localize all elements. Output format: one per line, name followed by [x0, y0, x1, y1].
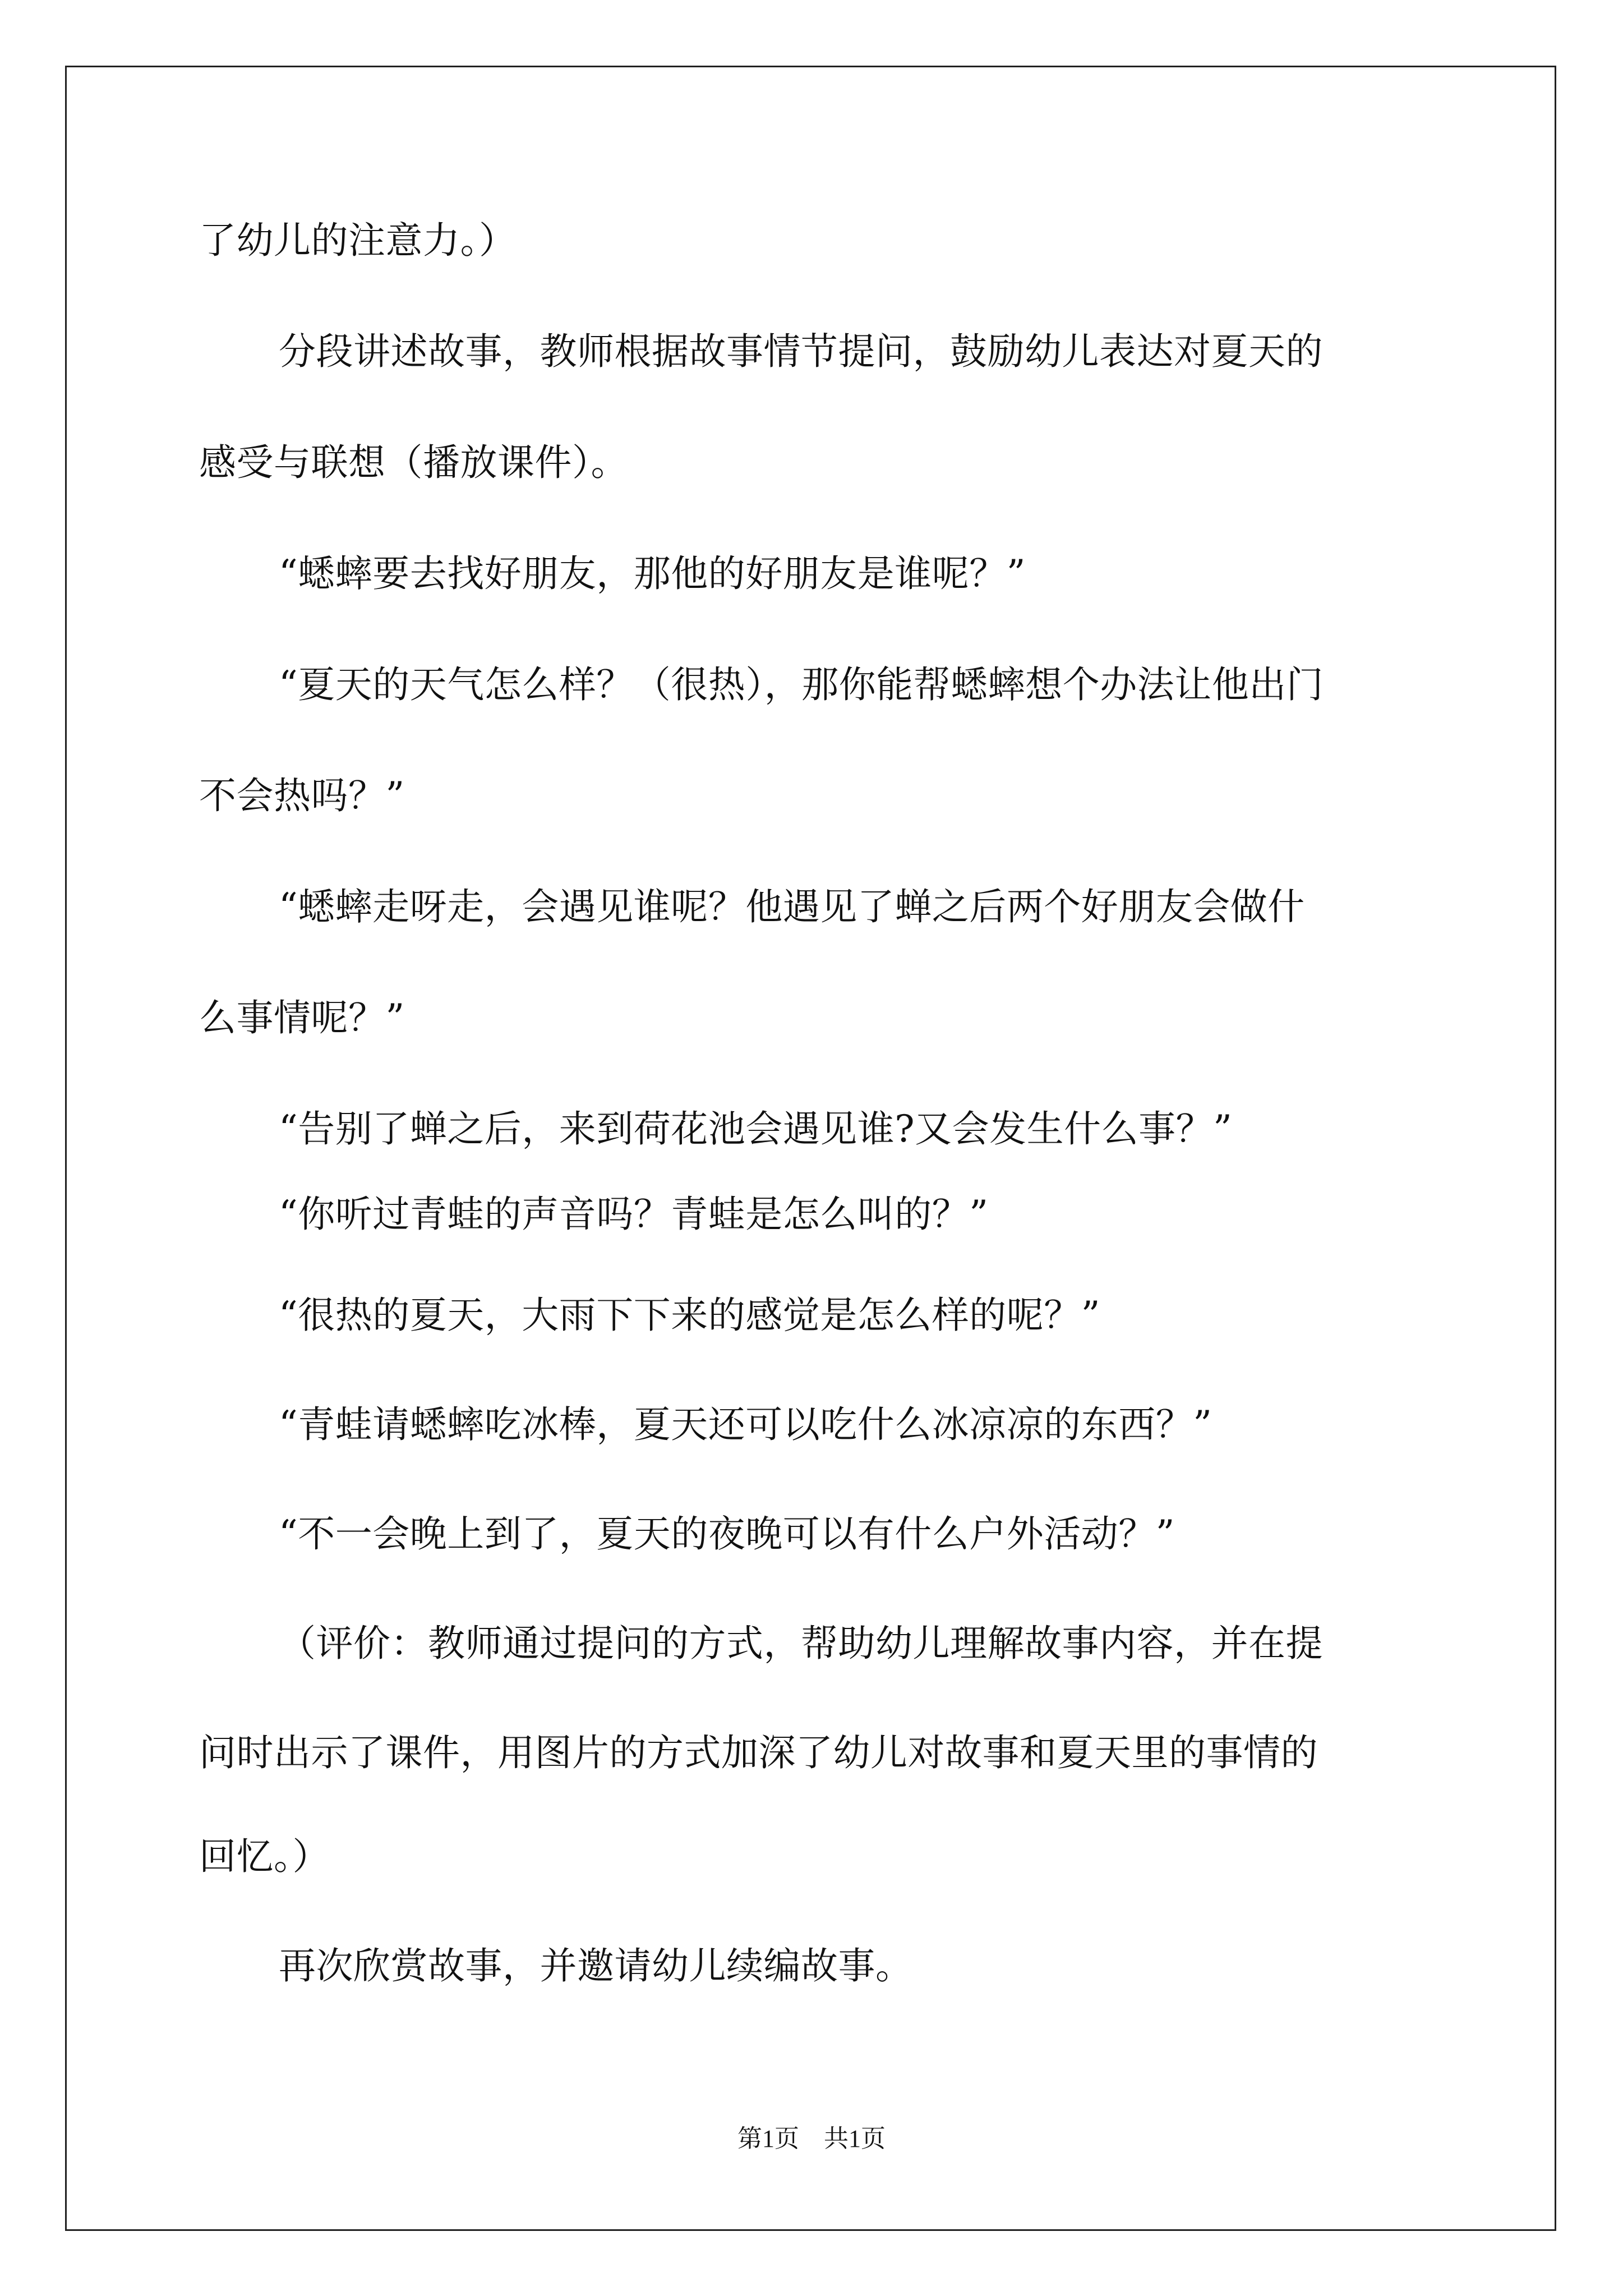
text-line-9: “告别了蝉之后，来到荷花池会遇见谁?又会发生什么事？” — [279, 1107, 1233, 1151]
text-line-2: 分段讲述故事，教师根据故事情节提问，鼓励幼儿表达对夏天的 — [279, 330, 1323, 373]
text-line-1: 了幼儿的注意力。） — [199, 219, 517, 262]
text-line-4: “蟋蟀要去找好朋友，那他的好朋友是谁呢？” — [279, 552, 1026, 595]
text-line-11: “很热的夏天，大雨下下来的感觉是怎么样的呢？” — [279, 1294, 1100, 1337]
text-line-17: 再次欣赏故事，并邀请幼儿续编故事。 — [279, 1944, 913, 1987]
text-line-8: 么事情呢？” — [199, 996, 405, 1039]
text-line-14: （评价：教师通过提问的方式，帮助幼儿理解故事内容，并在提 — [279, 1622, 1323, 1665]
text-line-13: “不一会晚上到了，夏天的夜晚可以有什么户外活动？” — [279, 1512, 1175, 1556]
text-line-3: 感受与联想（播放课件）。 — [199, 441, 628, 484]
text-line-12: “青蛙请蟋蟀吃冰棒，夏天还可以吃什么冰凉凉的东西？” — [279, 1403, 1212, 1446]
page-footer: 第1页 共1页 — [737, 2125, 886, 2152]
text-line-7: “蟋蟀走呀走，会遇见谁呢？他遇见了蝉之后两个好朋友会做什 — [279, 885, 1305, 928]
text-line-10: “你听过青蛙的声音吗？青蛙是怎么叫的？” — [279, 1193, 989, 1236]
text-line-15: 问时出示了课件，用图片的方式加深了幼儿对故事和夏天里的事情的 — [199, 1731, 1318, 1774]
text-line-5: “夏天的天气怎么样？（很热），那你能帮蟋蟀想个办法让他出门 — [279, 663, 1324, 706]
text-line-6: 不会热吗？” — [199, 774, 405, 817]
text-line-16: 回忆。） — [199, 1835, 330, 1878]
